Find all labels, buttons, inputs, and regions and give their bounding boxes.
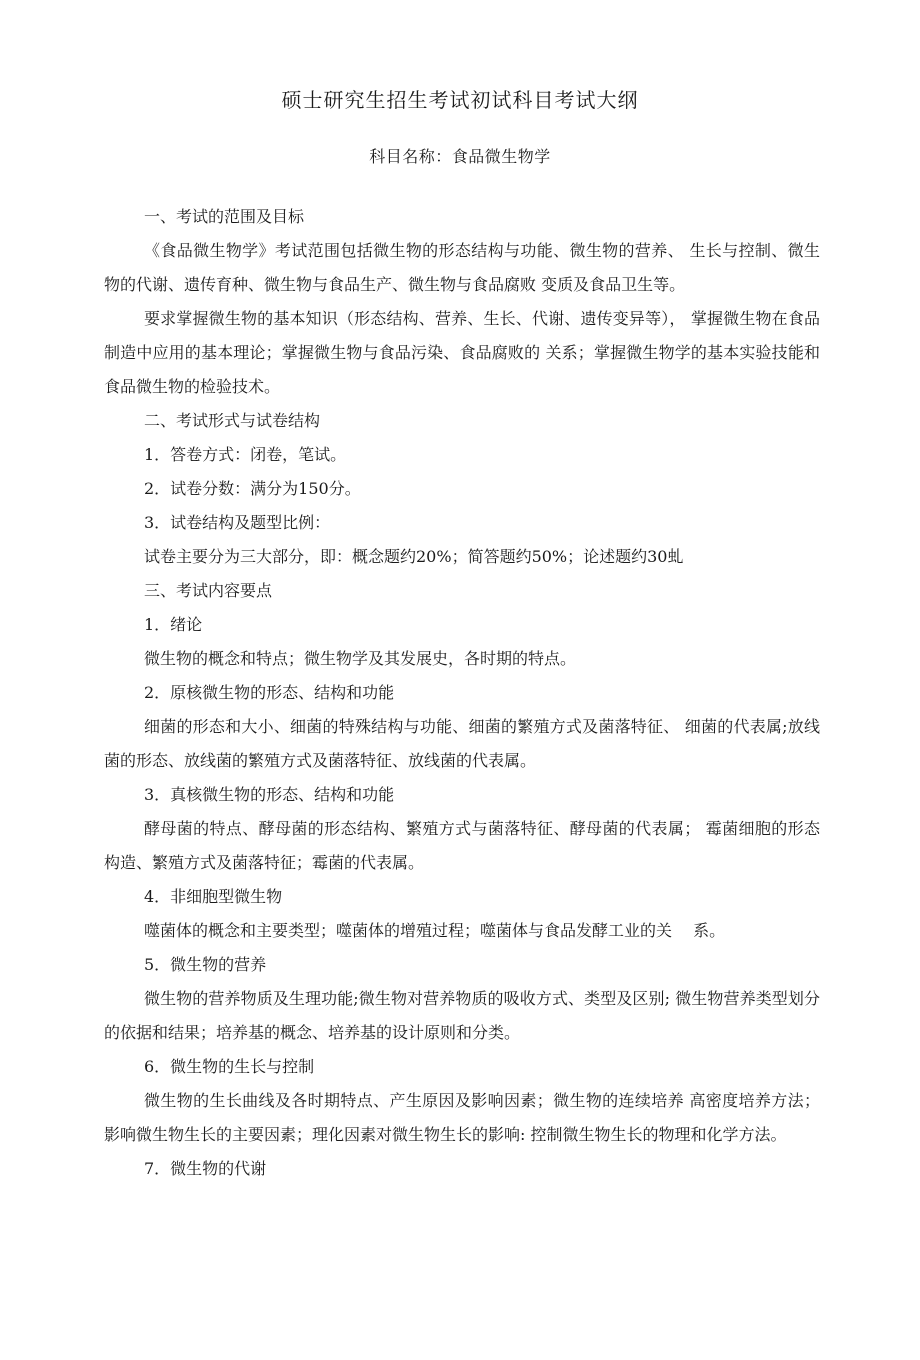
item-total-score: 2．试卷分数：满分为150分。 bbox=[144, 479, 361, 498]
syllabus-body bbox=[104, 200, 820, 1186]
page-title: 硕士研究生招生考试初试科目考试大纲 bbox=[281, 88, 639, 112]
topic-heading-eukaryotes: 3．真核微生物的形态、结构和功能 bbox=[144, 785, 395, 804]
section-heading-scope: 一、考试的范围及目标 bbox=[144, 207, 305, 226]
paragraph-nutrition: 微生物的营养物质及生理功能;微生物对营养物质的吸收方式、类型及区别; 微生物营养类型划分的依据和结果；培养基的概念、培养基的设计原则和分类。 bbox=[104, 989, 820, 1042]
topic-heading-metabolism: 7．微生物的代谢 bbox=[144, 1159, 267, 1178]
paragraph-acellular: 噬菌体的概念和主要类型；噬菌体的增殖过程；噬菌体与食品发酵工业的关 系。 bbox=[144, 921, 726, 940]
topic-heading-acellular: 4．非细胞型微生物 bbox=[144, 887, 283, 906]
paragraph-eukaryotes: 酵母菌的特点、酵母菌的形态结构、繁殖方式与菌落特征、酵母菌的代表属； 霉菌细胞的形态构造、繁殖方式及菌落特征；霉菌的代表属。 bbox=[104, 819, 820, 872]
item-paper-structure: 3．试卷结构及题型比例： bbox=[144, 513, 331, 532]
paragraph-requirements: 要求掌握微生物的基本知识（形态结构、营养、生长、代谢、遗传变异等）， 掌握微生物在食品制造中应用的基本理论；掌握微生物与食品污染、食品腐败的 关系；掌握微生物学的基本实验技能和食品微生物的检验技术。 bbox=[104, 309, 820, 396]
item-answer-mode: 1．答卷方式：闭卷，笔试。 bbox=[144, 445, 347, 464]
topic-heading-prokaryotes: 2．原核微生物的形态、结构和功能 bbox=[144, 683, 395, 702]
paragraph-introduction: 微生物的概念和特点；微生物学及其发展史，各时期的特点。 bbox=[144, 649, 577, 668]
section-heading-format: 二、考试形式与试卷结构 bbox=[144, 411, 321, 430]
paragraph-scope: 《食品微生物学》考试范围包括微生物的形态结构与功能、微生物的营养、 生长与控制、微生物的代谢、遗传育种、微生物与食品生产、微生物与食品腐败 变质及食品卫生等。 bbox=[104, 241, 820, 294]
topic-heading-nutrition: 5．微生物的营养 bbox=[144, 955, 267, 974]
subject-name: 科目名称：食品微生物学 bbox=[369, 147, 551, 166]
topic-heading-introduction: 1．绪论 bbox=[144, 615, 203, 634]
paragraph-question-ratio: 试卷主要分为三大部分，即：概念题约20%；简答题约50%；论述题约30虬 bbox=[144, 547, 684, 566]
topic-heading-growth: 6．微生物的生长与控制 bbox=[144, 1057, 315, 1076]
paragraph-prokaryotes: 细菌的形态和大小、细菌的特殊结构与功能、细菌的繁殖方式及菌落特征、 细菌的代表属;放线菌的形态、放线菌的繁殖方式及菌落特征、放线菌的代表属。 bbox=[104, 717, 820, 770]
paragraph-growth: 微生物的生长曲线及各时期特点、产生原因及影响因素；微生物的连续培养 高密度培养方法；影响微生物生长的主要因素；理化因素对微生物生长的影响: 控制微生物生长的物理和化学方法。 bbox=[104, 1091, 820, 1144]
section-heading-content: 三、考试内容要点 bbox=[144, 581, 273, 600]
